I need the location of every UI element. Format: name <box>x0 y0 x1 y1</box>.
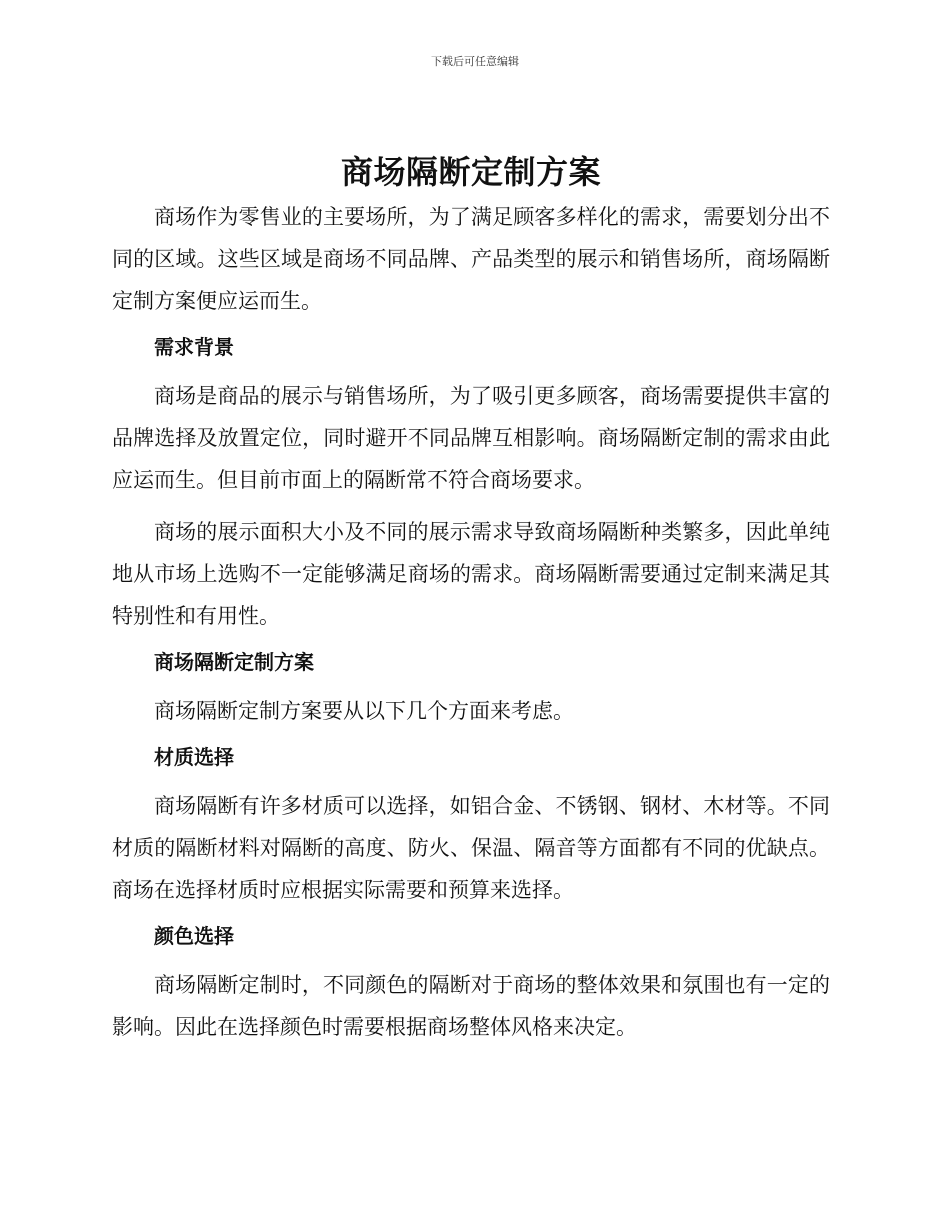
document-body <box>112 150 830 1048</box>
intro-paragraph: 商场作为零售业的主要场所，为了满足顾客多样化的需求，需要划分出不同的区域。这些区域是商场不同品牌、产品类型的展示和销售场所，商场隔断定制方案便应运而生。 <box>112 205 830 313</box>
paragraph: 商场隔断定制时，不同颜色的隔断对于商场的整体效果和氛围也有一定的影响。因此在选择颜色时需要根据商场整体风格来决定。 <box>112 973 830 1039</box>
section-heading-background: 需求背景 <box>154 335 234 359</box>
section-heading-material: 材质选择 <box>154 745 234 769</box>
paragraph: 商场是商品的展示与销售场所，为了吸引更多顾客，商场需要提供丰富的品牌选择及放置定位，同时避开不同品牌互相影响。商场隔断定制的需求由此应运而生。但目前市面上的隔断常不符合商场要求。 <box>112 384 830 492</box>
paragraph: 商场的展示面积大小及不同的展示需求导致商场隔断种类繁多，因此单纯地从市场上选购不一定能够满足商场的需求。商场隔断需要通过定制来满足其特别性和有用性。 <box>112 520 830 628</box>
page-header-note: 下载后可任意编辑 <box>431 55 519 68</box>
section-heading-plan: 商场隔断定制方案 <box>154 650 314 674</box>
paragraph: 商场隔断定制方案要从以下几个方面来考虑。 <box>154 699 574 723</box>
paragraph: 商场隔断有许多材质可以选择，如铝合金、不锈钢、钢材、木材等。不同材质的隔断材料对隔断的高度、防火、保温、隔音等方面都有不同的优缺点。商场在选择材质时应根据实际需要和预算来选择。 <box>112 794 830 902</box>
document-title: 商场隔断定制方案 <box>340 153 601 191</box>
section-heading-color: 颜色选择 <box>154 924 234 948</box>
